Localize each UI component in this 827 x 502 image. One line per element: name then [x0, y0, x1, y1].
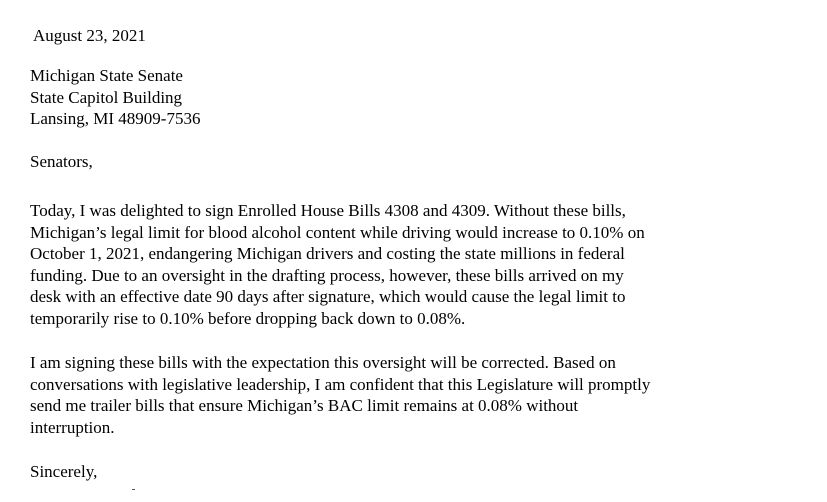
closing: Sincerely, — [30, 462, 98, 481]
signature-fragment — [132, 489, 135, 490]
paragraph-line: Today, I was delighted to sign Enrolled House Bills 4308 and 4309. Without these bills, — [30, 201, 626, 220]
recipient-line: State Capitol Building — [30, 87, 183, 107]
paragraph-line: interruption. — [30, 417, 115, 437]
paragraph-line: October 1, 2021, endangering Michigan drivers and costing the state millions in federal — [30, 244, 625, 264]
recipient-line: Michigan State Senate — [30, 66, 183, 85]
paragraph-line: Michigan’s legal limit for blood alcohol content while driving would increase to 0.10% on — [30, 222, 645, 242]
body-paragraph-2 — [30, 352, 650, 438]
letter-date: August 23, 2021 — [33, 26, 146, 45]
recipient-line: Lansing, MI 48909-7536 — [30, 109, 201, 129]
paragraph-line: send me trailer bills that ensure Michigan’s BAC limit remains at 0.08% without — [30, 396, 579, 416]
paragraph-line: funding. Due to an oversight in the drafting process, however, these bills arrived on my — [30, 265, 624, 285]
body-paragraph-1 — [30, 200, 645, 330]
paragraph-line: temporarily rise to 0.10% before dropping back down to 0.08%. — [30, 308, 466, 328]
paragraph-line: I am signing these bills with the expectation this oversight will be corrected. Based on — [30, 353, 616, 372]
paragraph-line: desk with an effective date 90 days after signature, which would cause the legal limit to — [30, 287, 626, 307]
salutation: Senators, — [30, 152, 93, 171]
paragraph-line: conversations with legislative leadership, I am confident that this Legislature will promptly — [30, 374, 651, 394]
recipient-address — [30, 65, 200, 130]
